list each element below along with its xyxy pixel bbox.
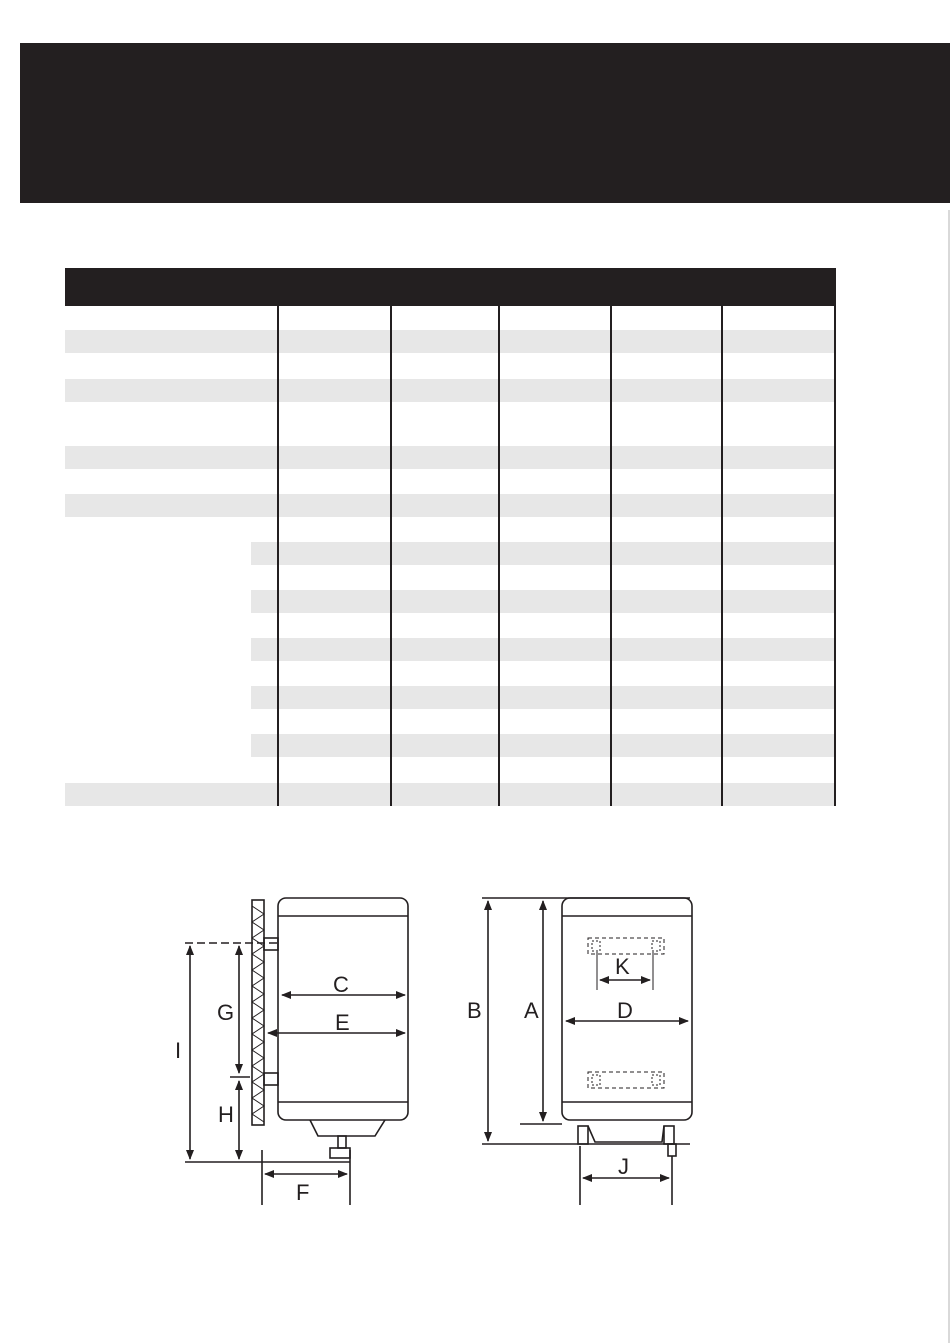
front-view bbox=[482, 898, 692, 1205]
label-f: F bbox=[296, 1180, 310, 1205]
specifications-table bbox=[65, 268, 836, 808]
table-sub-row bbox=[251, 686, 836, 709]
side-view bbox=[185, 898, 408, 1205]
column-divider bbox=[834, 306, 836, 806]
label-g: G bbox=[217, 1000, 235, 1025]
label-b: B bbox=[467, 998, 482, 1023]
water-heater-dimension-drawing bbox=[150, 880, 710, 1210]
header-band bbox=[20, 43, 950, 203]
label-d: D bbox=[617, 998, 633, 1023]
table-sub-row bbox=[251, 734, 836, 757]
column-divider bbox=[610, 306, 612, 806]
label-i: I bbox=[175, 1038, 182, 1063]
label-c: C bbox=[333, 972, 349, 997]
label-e: E bbox=[335, 1010, 350, 1035]
column-divider bbox=[277, 306, 279, 806]
label-j: J bbox=[618, 1154, 629, 1179]
table-header-bar bbox=[65, 268, 836, 306]
label-a: A bbox=[524, 998, 539, 1023]
table-sub-row bbox=[251, 590, 836, 613]
label-k: K bbox=[615, 954, 630, 979]
column-divider bbox=[498, 306, 500, 806]
dimension-drawing-svg bbox=[150, 880, 710, 1210]
table-sub-row bbox=[251, 638, 836, 661]
table-sub-row bbox=[251, 542, 836, 565]
column-divider bbox=[390, 306, 392, 806]
label-h: H bbox=[218, 1102, 234, 1127]
column-divider bbox=[721, 306, 723, 806]
